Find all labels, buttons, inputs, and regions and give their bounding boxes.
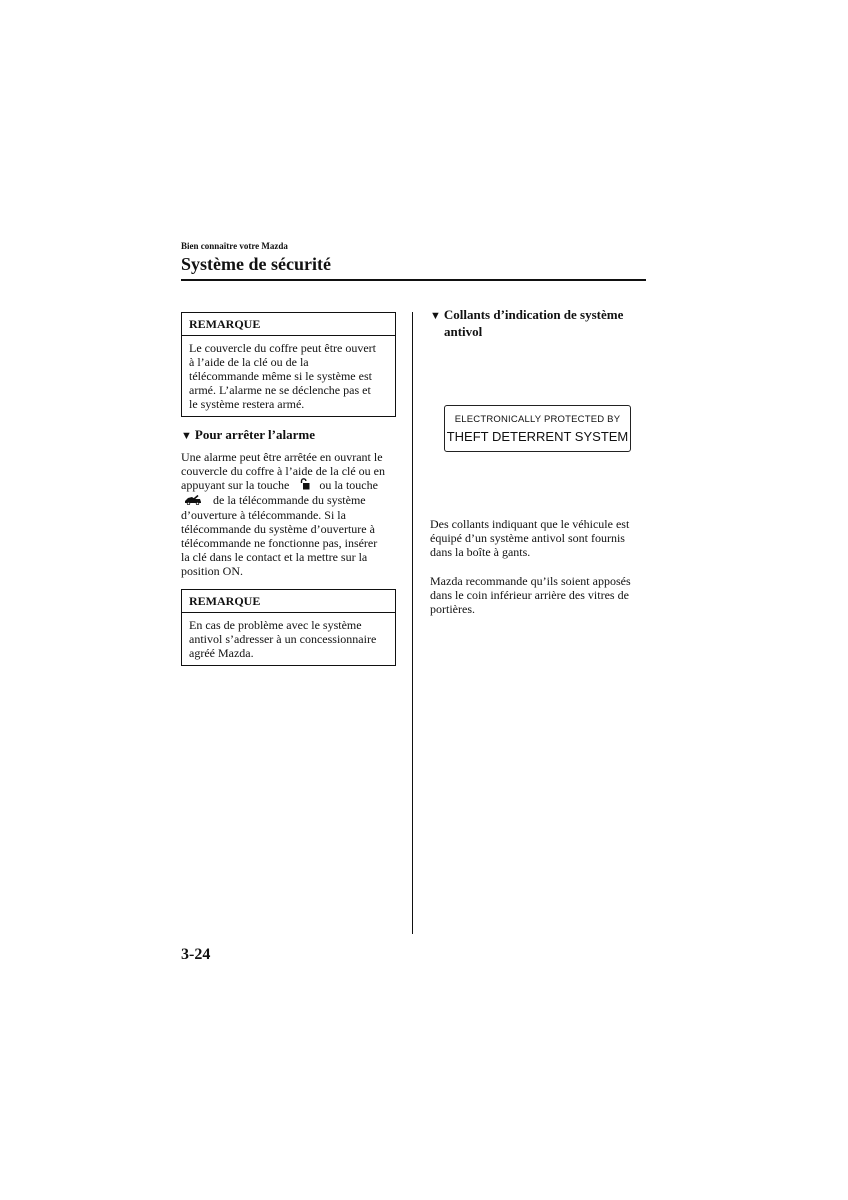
column-divider	[412, 312, 413, 934]
theft-deterrent-decal	[444, 405, 631, 452]
trunk-open-icon	[184, 494, 202, 508]
page-title: Système de sécurité	[181, 254, 331, 274]
paragraph-line: position ON.	[181, 564, 244, 578]
paragraph-text: de la télécommande du système	[213, 493, 366, 507]
note-line: le système restera armé.	[189, 397, 305, 411]
decal-heading	[430, 307, 650, 339]
stop-alarm-heading-text: Pour arrêter l’alarme	[194, 427, 315, 442]
decal-heading-line	[430, 307, 650, 324]
paragraph-line: équipé d’un système antivol sont fournis	[430, 531, 625, 545]
paragraph-line: dans le coin inférieur arrière des vitres de	[430, 588, 629, 602]
paragraph-line: dans la boîte à gants.	[430, 545, 531, 559]
decal-paragraph-1	[430, 517, 650, 559]
paragraph-line: couvercle du coffre à l’aide de la clé ou en	[181, 464, 385, 478]
note-heading: REMARQUE	[182, 590, 395, 613]
paragraph-line: télécommande ne fonctionne pas, insérer	[181, 536, 378, 550]
paragraph-text: ou la touche	[319, 478, 378, 492]
title-rule	[181, 279, 646, 281]
note-box-trunk	[181, 312, 396, 417]
note-line: antivol s’adresser à un concessionnaire	[189, 632, 377, 646]
paragraph-line: d’ouverture à télécommande. Si la	[181, 508, 346, 522]
decal-paragraph-2	[430, 574, 650, 616]
note-box-dealer	[181, 589, 396, 666]
paragraph-line: Des collants indiquant que le véhicule est	[430, 517, 630, 531]
decal-line1: ELECTRONICALLY PROTECTED BY	[454, 414, 621, 425]
paragraph-line: Une alarme peut être arrêtée en ouvrant le	[181, 450, 383, 464]
section-label: Bien connaître votre Mazda	[181, 241, 288, 251]
note-line: agréé Mazda.	[189, 646, 254, 660]
decal-heading-text: Collants d’indication de système	[443, 307, 624, 322]
stop-alarm-paragraph	[181, 450, 403, 578]
note-body	[182, 336, 395, 416]
stop-alarm-heading	[181, 427, 315, 444]
unlock-icon	[300, 478, 310, 493]
decal-line2: THEFT DETERRENT SYSTEM	[446, 429, 629, 444]
note-line: à l’aide de la clé ou de la	[189, 355, 309, 369]
note-line: armé. L’alarme ne se déclenche pas et	[189, 383, 371, 397]
triangle-down-icon: ▼	[181, 430, 192, 442]
paragraph-line: télécommande du système d’ouverture à	[181, 522, 375, 536]
paragraph-text: appuyant sur la touche	[181, 478, 290, 492]
paragraph-line: la clé dans le contact et la mettre sur la	[181, 550, 368, 564]
triangle-down-icon: ▼	[430, 310, 441, 322]
note-line: télécommande même si le système est	[189, 369, 372, 383]
paragraph-line: portières.	[430, 602, 475, 616]
paragraph-line: Mazda recommande qu’ils soient apposés	[430, 574, 631, 588]
note-line: Le couvercle du coffre peut être ouvert	[189, 341, 377, 355]
page-number: 3-24	[181, 946, 211, 963]
paragraph-line	[181, 478, 403, 493]
paragraph-line	[181, 493, 403, 508]
note-line: En cas de problème avec le système	[189, 618, 362, 632]
note-body	[182, 613, 395, 665]
note-heading: REMARQUE	[182, 313, 395, 336]
decal-heading-line: antivol	[444, 324, 483, 339]
